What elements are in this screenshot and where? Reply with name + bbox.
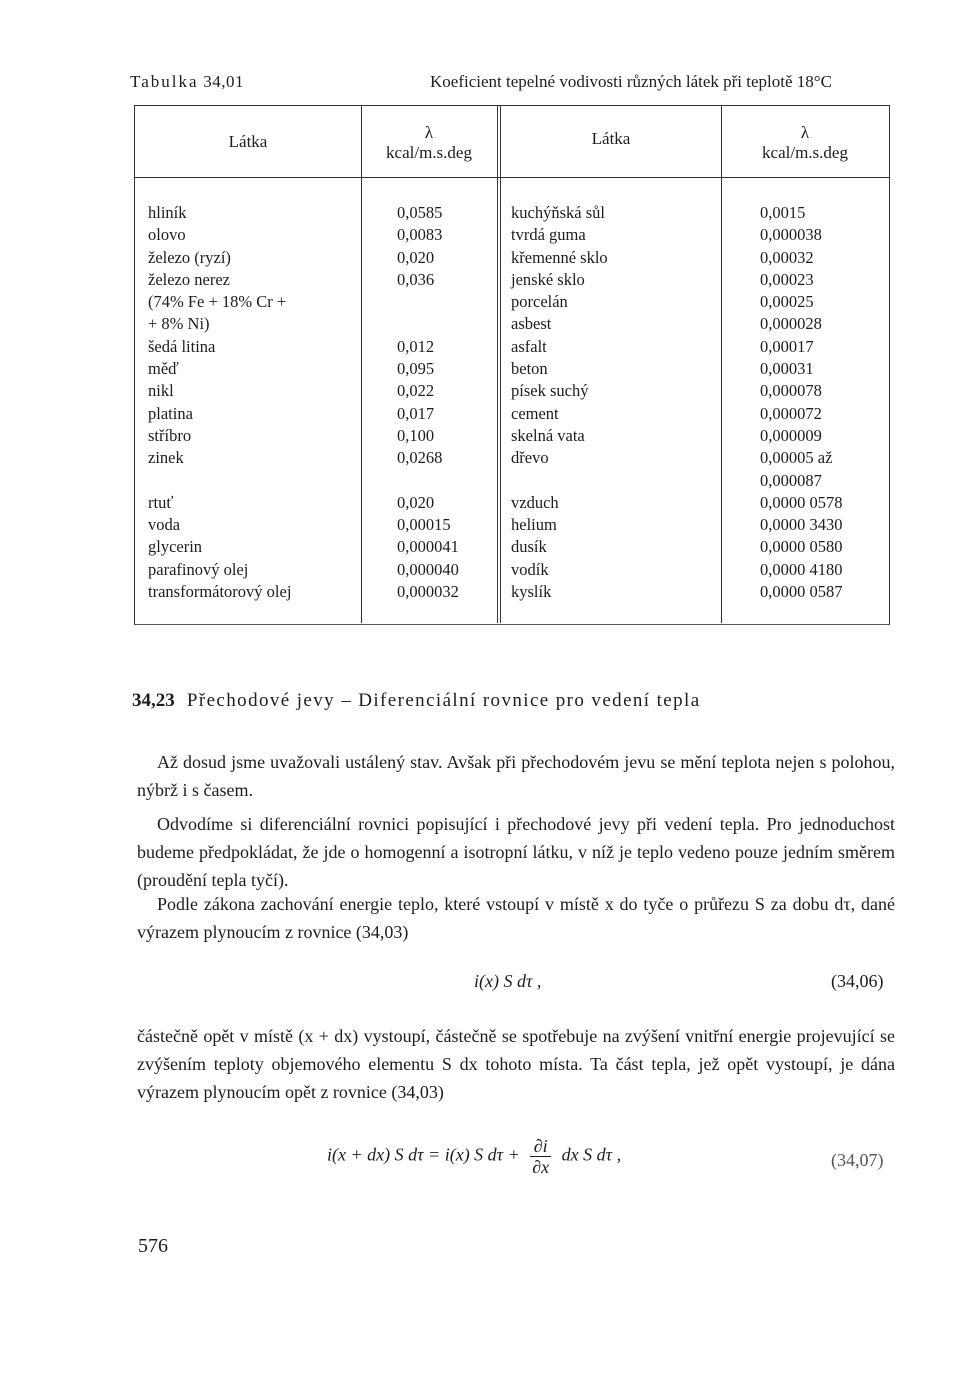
table-cell-right-substance: asfalt [511, 336, 547, 356]
table-cell-left-substance: zinek [148, 448, 184, 468]
section-title: Přechodové jevy – Diferenciální rovnice pro vedení tepla [186, 690, 701, 711]
paragraph-2-text: Odvodíme si diferenciální rovnici popisující i přechodové jevy při vedení tepla. Pro jednoduchost budeme předpokládat, že jde o homogenní a isotropní látku, v níž je teplo vedeno pouze jedním směrem (proudění tepla tyčí). [137, 814, 895, 890]
table-cell-left-substance: železo (ryzí) [148, 247, 231, 267]
table-cell-left-substance: parafinový olej [148, 559, 249, 579]
equation-34-07-number: (34,07) [831, 1150, 884, 1170]
table-cell-left-substance: olovo [148, 225, 186, 245]
table-cell-right-substance [511, 470, 608, 492]
equation-34-07 [327, 1136, 621, 1177]
paragraph-3-text: Podle zákona zachování energie teplo, které vstoupí v místě x do tyče o průřezu S za dobu dτ, dané výrazem plynoucím z rovnice (34,03) [137, 894, 895, 942]
caption-word: Tabulka [130, 72, 199, 91]
table-cell-right-substance: vzduch [511, 492, 559, 512]
table-cell-left-value [397, 291, 459, 313]
table-caption-label [130, 72, 244, 92]
table-cell-left-value: 0,012 [397, 336, 435, 356]
table-cell-right-substance: beton [511, 359, 548, 379]
table-cell-right-value: 0,00023 [760, 269, 814, 289]
left-value-column [397, 202, 459, 603]
table-cell-left-value: 0,036 [397, 269, 435, 289]
table-cell-right-substance: cement [511, 403, 559, 423]
table-cell-left-value: 0,095 [397, 359, 435, 379]
table-cell-left-substance: železo nerez [148, 269, 230, 289]
table-cell-right-value: 0,0000 0587 [760, 582, 843, 602]
header-substance-left: Látka [228, 132, 268, 151]
equation-34-06: i(x) S dτ , [474, 971, 542, 991]
table-cell-right-value: 0,00032 [760, 247, 814, 267]
table-cell-left-substance: hliník [148, 203, 187, 222]
table-caption-title: Koeficient tepelné vodivosti různých látek při teplotě 18°C [430, 72, 832, 91]
table-cell-left-value: 0,00015 [397, 515, 451, 535]
fraction-numerator: ∂i [530, 1136, 551, 1157]
section-heading [132, 690, 701, 712]
table-cell-right-substance: křemenné sklo [511, 247, 608, 267]
table-cell-right-value: 0,0000 3430 [760, 515, 843, 535]
partial-derivative-fraction [530, 1136, 551, 1177]
table-cell-left-value: 0,0585 [397, 203, 443, 222]
table-cell-left-value [397, 313, 459, 335]
table-cell-left-value: 0,022 [397, 381, 435, 401]
table-cell-left-substance: glycerin [148, 537, 203, 557]
header-lambda-left [361, 123, 497, 163]
table-cell-right-value: 0,000038 [760, 225, 822, 245]
table-cell-right-substance: helium [511, 515, 557, 535]
thermal-conductivity-table [134, 105, 890, 625]
paragraph-4 [137, 1022, 895, 1106]
table-cell-right-value: 0,000028 [760, 314, 822, 334]
table-cell-right-value: 0,00025 [760, 292, 814, 312]
table-cell-left-value: 0,0268 [397, 448, 443, 468]
page-number: 576 [138, 1235, 168, 1257]
section-number: 34,23 [132, 690, 175, 711]
table-col-double-rule [497, 105, 501, 623]
header-lambda-symbol-left: λ [424, 123, 434, 142]
table-col-rule-3 [721, 105, 722, 623]
header-substance-right: Látka [591, 129, 631, 148]
equation-34-06-number: (34,06) [831, 971, 884, 991]
table-cell-left-substance: měď [148, 359, 179, 379]
table-cell-right-value: 0,0000 0580 [760, 537, 843, 557]
table-cell-right-substance: tvrdá guma [511, 225, 586, 245]
table-cell-left-value [397, 470, 459, 492]
left-substance-column [148, 202, 291, 603]
table-cell-left-value: 0,020 [397, 492, 435, 512]
table-cell-right-value: 0,000072 [760, 403, 822, 423]
table-cell-right-value: 0,00005 až [760, 448, 833, 468]
table-cell-right-substance: asbest [511, 314, 552, 334]
table-cell-right-substance: vodík [511, 559, 549, 579]
table-cell-left-value: 0,000032 [397, 582, 459, 602]
right-substance-column [511, 202, 608, 603]
table-cell-right-value: 0,0000 0578 [760, 492, 843, 512]
table-cell-right-substance: dřevo [511, 448, 549, 468]
right-value-column [760, 202, 843, 603]
header-lambda-unit-left: kcal/m.s.deg [386, 143, 472, 162]
header-lambda-symbol-right: λ [800, 123, 810, 142]
table-cell-left-substance: (74% Fe + 18% Cr + [148, 292, 287, 312]
paragraph-3 [137, 890, 895, 946]
table-cell-left-substance: voda [148, 515, 181, 535]
paragraph-4-text: částečně opět v místě (x + dx) vystoupí, částečně se spotřebuje na zvýšení vnitřní energie projevující se zvýšením teploty objemového elementu S dx tohoto místa. Ta část tepla, jež opět vystoupí, je dána výrazem plynoucím opět z rovnice (34,03) [137, 1026, 895, 1102]
table-cell-left-value: 0,000041 [397, 537, 459, 557]
table-cell-left-substance: šedá litina [148, 336, 216, 356]
table-top-rule [135, 105, 889, 106]
table-cell-right-value: 0,000009 [760, 425, 822, 445]
table-cell-right-value: 0,000087 [760, 470, 822, 490]
paragraph-1-text: Až dosud jsme uvažovali ustálený stav. Avšak při přechodovém jevu se mění teplota nejen s polohou, nýbrž i s časem. [137, 752, 895, 800]
table-cell-right-value: 0,0000 4180 [760, 559, 843, 579]
equation-34-07-lhs: i(x + dx) S dτ = i(x) S dτ + [327, 1144, 520, 1165]
table-cell-right-value: 0,0015 [760, 203, 806, 222]
table-cell-left-substance: transformátorový olej [148, 582, 292, 602]
table-cell-right-substance: dusík [511, 537, 547, 557]
table-cell-left-substance: rtuť [148, 492, 174, 512]
table-cell-left-substance: + 8% Ni) [148, 314, 210, 334]
table-cell-right-substance: písek suchý [511, 381, 589, 401]
table-cell-left-substance: platina [148, 403, 193, 423]
table-cell-right-value: 0,00017 [760, 336, 814, 356]
table-cell-left-value: 0,017 [397, 403, 435, 423]
table-cell-left-value: 0,100 [397, 425, 435, 445]
table-cell-right-substance: porcelán [511, 292, 568, 312]
table-cell-left-substance [148, 470, 291, 492]
table-cell-right-value: 0,000078 [760, 381, 822, 401]
equation-34-07-rhs: dx S dτ , [561, 1144, 622, 1165]
fraction-denominator: ∂x [532, 1157, 550, 1177]
table-cell-left-value: 0,0083 [397, 225, 443, 245]
paragraph-1 [137, 748, 895, 804]
header-lambda-right [721, 123, 889, 163]
table-cell-right-value: 0,00031 [760, 359, 814, 379]
table-cell-left-value: 0,020 [397, 247, 435, 267]
table-cell-left-substance: stříbro [148, 425, 192, 445]
table-cell-left-substance: nikl [148, 381, 174, 401]
table-header-rule [135, 177, 889, 178]
table-cell-right-substance: kuchýňská sůl [511, 203, 605, 222]
table-cell-right-substance: jenské sklo [511, 269, 585, 289]
table-cell-left-value: 0,000040 [397, 559, 459, 579]
table-cell-right-substance: kyslík [511, 582, 552, 602]
paragraph-2 [137, 810, 895, 894]
table-col-rule-1 [361, 105, 362, 623]
header-lambda-unit-right: kcal/m.s.deg [762, 143, 848, 162]
caption-number: 34,01 [203, 72, 245, 91]
table-cell-right-substance: skelná vata [511, 425, 585, 445]
